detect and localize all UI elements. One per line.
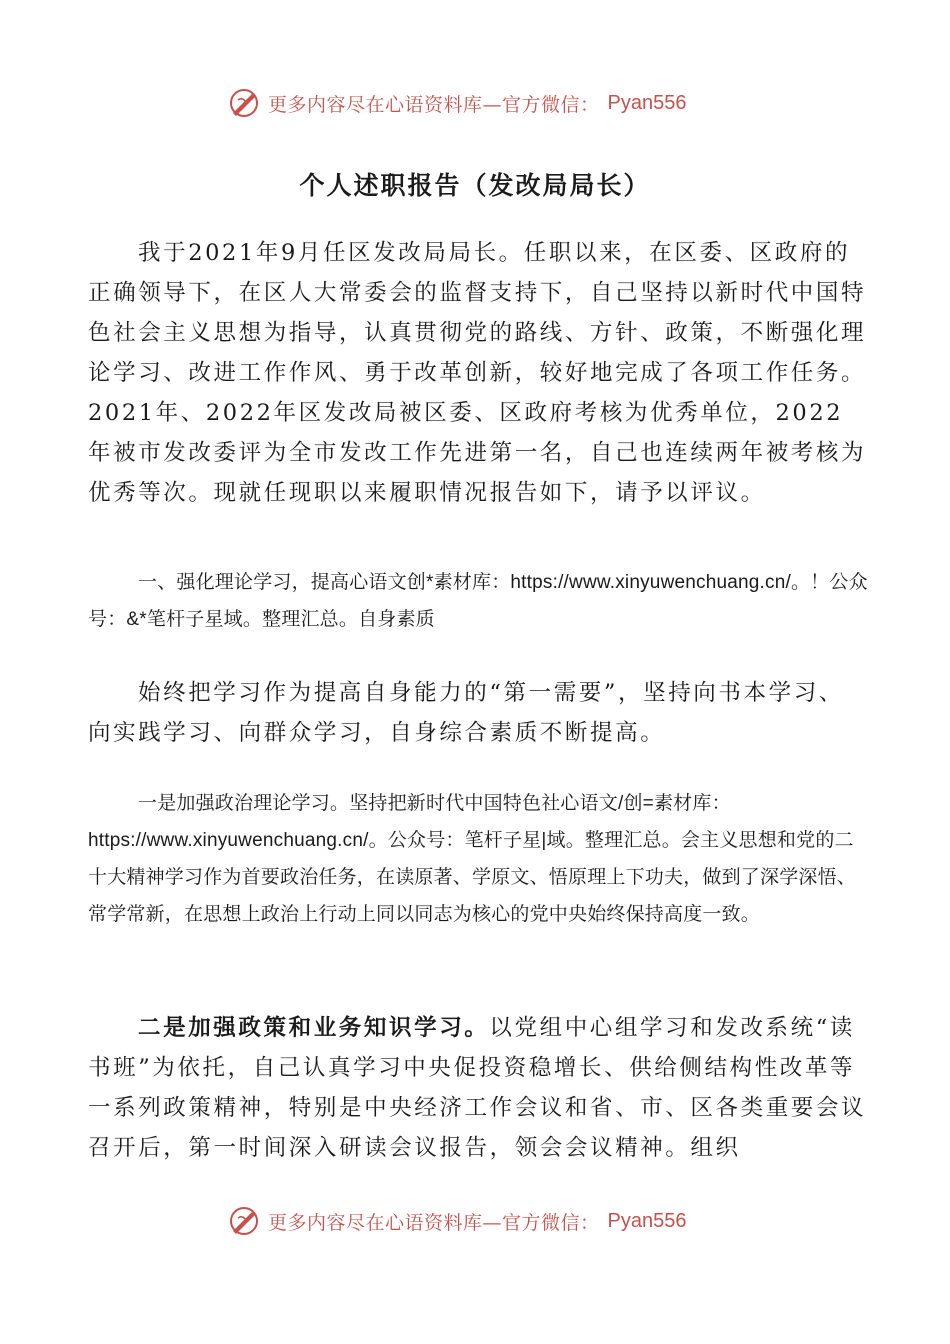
watermark-footer bbox=[228, 1204, 686, 1238]
paragraph-policy-study bbox=[88, 1008, 868, 1168]
section-heading-1: 一、强化理论学习，提高心语文创*素材库：https://www.xinyuwenchuang.cn/。！公众号：&*笔杆子星域。整理汇总。自身素质 bbox=[88, 572, 868, 630]
paragraph-lead: 二是加强政策和业务知识学习。 bbox=[138, 1015, 490, 1041]
watermark-wechat-id: Pyan556 bbox=[607, 1209, 687, 1232]
paragraph-body: 以党组中心组学习和发改系统“读书班”为依托，自己认真学习中央促投资稳增长、供给侧结构性改革等一系列政策精神，特别是中央经济工作会议和省、市、区各类重要会议召开后，第一时间深入研读会议报告，领会会议精神。组织 bbox=[88, 1015, 867, 1161]
paragraph-political-study: 一是加强政治理论学习。坚持把新时代中国特色社心语文/创=素材库：https://www.xinyuwenchuang.cn/。公众号：笔杆子星|域。整理汇总。会主义思想和党的二十大精神学习作为首要政治任务，在读原著、学原文、悟原理上下功夫，做到了深学深悟、常学常新，在思想上政治上行动上同以同志为核心的党中央始终保持高度一致。 bbox=[88, 793, 857, 925]
document-title: 个人述职报告（发改局局长） bbox=[299, 171, 651, 200]
paragraph-intro: 我于2021年9月任区发改局局长。任职以来，在区委、区政府的正确领导下，在区人大常委会的监督支持下，自己坚持以新时代中国特色社会主义思想为指导，认真贯彻党的路线、方针、政策，不断强化理论学习、改进工作作风、勇于改革创新，较好地完成了各项工作任务。2021年、2022年区发改局被区委、区政府考核为优秀单位，2022年被市发改委评为全市发改工作先进第一名，自己也连续两年被考核为优秀等次。现就任现职以来履职情况报告如下，请予以评议。 bbox=[88, 240, 867, 506]
watermark-wechat-id: Pyan556 bbox=[607, 91, 687, 114]
watermark-text: 更多内容尽在心语资料库—官方微信： bbox=[268, 1211, 600, 1234]
watermark-header bbox=[228, 86, 686, 120]
watermark-text: 更多内容尽在心语资料库—官方微信： bbox=[268, 93, 600, 116]
paragraph-section-1: 始终把学习作为提高自身能力的“第一需要”，坚持向书本学习、向实践学习、向群众学习，自身综合素质不断提高。 bbox=[88, 680, 844, 746]
pen-logo-icon bbox=[228, 87, 260, 119]
pen-logo-icon bbox=[228, 1205, 260, 1237]
